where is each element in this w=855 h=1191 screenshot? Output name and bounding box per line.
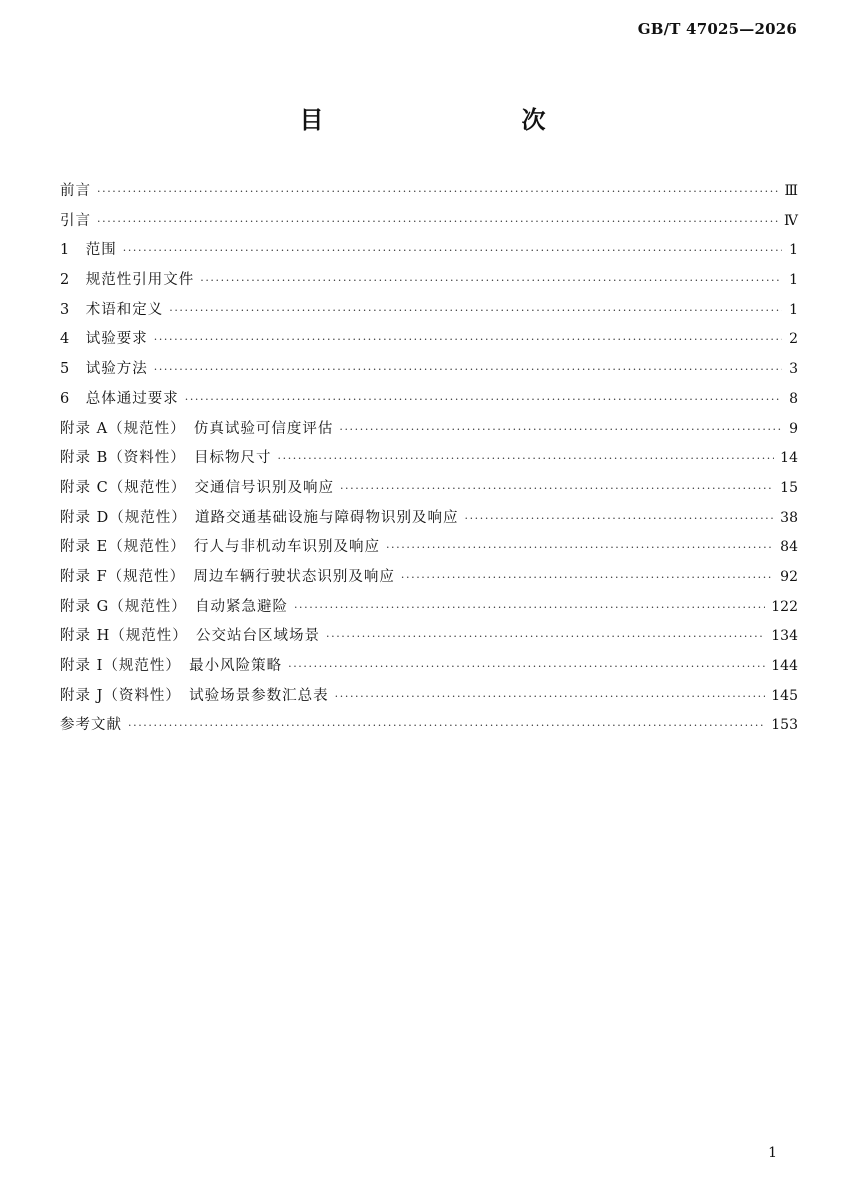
toc-leader-dots xyxy=(340,474,774,504)
toc-entry[interactable] xyxy=(60,504,798,534)
toc-entry-label: 附录 E（规范性） 行人与非机动车识别及响应 xyxy=(60,539,380,556)
toc-leader-dots xyxy=(278,444,775,474)
toc-entry[interactable] xyxy=(60,385,798,415)
toc-entry-page: 9 xyxy=(789,420,798,437)
toc-entry-label: 6 总体通过要求 xyxy=(60,390,179,407)
toc-entry[interactable] xyxy=(60,207,798,237)
toc-entry-page: 1 xyxy=(789,272,798,289)
toc-entry-label: 附录 A（规范性） 仿真试验可信度评估 xyxy=(60,420,334,437)
toc-leader-dots xyxy=(326,622,765,652)
toc-entry[interactable] xyxy=(60,177,798,207)
toc-entry[interactable] xyxy=(60,533,798,563)
toc-entry-page: 2 xyxy=(789,331,798,348)
toc-entry-page: 8 xyxy=(789,390,798,407)
standard-code: GB/T 47025—2026 xyxy=(637,20,797,38)
toc-entry[interactable] xyxy=(60,474,798,504)
toc-leader-dots xyxy=(128,711,765,741)
toc-entry-label: 附录 J（资料性） 试验场景参数汇总表 xyxy=(60,687,329,704)
toc-leader-dots xyxy=(335,682,766,712)
toc-leader-dots xyxy=(185,385,782,415)
toc-entry-label: 2 规范性引用文件 xyxy=(60,272,195,289)
toc-entry[interactable] xyxy=(60,325,798,355)
toc-leader-dots xyxy=(294,593,765,623)
toc-entry-page: 122 xyxy=(771,598,798,615)
toc-entry-label: 5 试验方法 xyxy=(60,361,148,378)
toc-leader-dots xyxy=(154,355,782,385)
toc-entry[interactable] xyxy=(60,415,798,445)
page-title: 目 次 xyxy=(299,105,596,134)
toc-entry[interactable] xyxy=(60,296,798,326)
toc-leader-dots xyxy=(169,296,782,326)
toc-entry[interactable] xyxy=(60,563,798,593)
toc-entry-page: 84 xyxy=(780,539,798,556)
toc-entry-page: 1 xyxy=(789,242,798,259)
toc-leader-dots xyxy=(154,325,782,355)
toc-entry-label: 附录 B（资料性） 目标物尺寸 xyxy=(60,450,272,467)
toc-entry[interactable] xyxy=(60,266,798,296)
toc-entry[interactable] xyxy=(60,622,798,652)
toc-leader-dots xyxy=(339,415,782,445)
toc-entry-label: 附录 C（规范性） 交通信号识别及响应 xyxy=(60,479,334,496)
toc-leader-dots xyxy=(288,652,765,682)
table-of-contents xyxy=(60,177,798,741)
toc-entry-label: 参考文献 xyxy=(60,717,122,734)
toc-entry[interactable] xyxy=(60,682,798,712)
toc-entry-page: 144 xyxy=(771,658,798,674)
toc-leader-dots xyxy=(97,207,778,237)
toc-entry-label: 引言 xyxy=(60,212,91,229)
toc-entry-label: 附录 G（规范性） 自动紧急避险 xyxy=(60,598,288,615)
toc-leader-dots xyxy=(464,504,774,534)
toc-entry-label: 附录 D（规范性） 道路交通基础设施与障碍物识别及响应 xyxy=(60,509,459,526)
toc-entry-page: 92 xyxy=(780,568,798,585)
toc-entry-page: 153 xyxy=(771,717,798,734)
toc-entry-label: 前言 xyxy=(60,183,91,199)
toc-entry-label: 附录 I（规范性） 最小风险策略 xyxy=(60,658,283,674)
toc-entry-page: 15 xyxy=(780,479,798,496)
toc-entry[interactable] xyxy=(60,711,798,741)
toc-entry-page: 1 xyxy=(789,301,798,318)
toc-leader-dots xyxy=(97,177,778,207)
toc-leader-dots xyxy=(386,533,774,563)
toc-leader-dots xyxy=(401,563,774,593)
toc-entry-page: 38 xyxy=(780,509,798,526)
page-number: 1 xyxy=(768,1145,777,1161)
toc-leader-dots xyxy=(123,236,782,266)
toc-entry-label: 附录 H（规范性） 公交站台区域场景 xyxy=(60,628,321,645)
toc-entry-label: 1 范围 xyxy=(60,242,117,259)
toc-entry[interactable] xyxy=(60,355,798,385)
toc-entry-page: Ⅲ xyxy=(784,183,798,199)
toc-entry-page: 3 xyxy=(789,361,798,378)
toc-entry-label: 附录 F（规范性） 周边车辆行驶状态识别及响应 xyxy=(60,568,395,585)
toc-entry-page: 134 xyxy=(771,628,798,645)
toc-entry[interactable] xyxy=(60,593,798,623)
toc-entry[interactable] xyxy=(60,444,798,474)
toc-leader-dots xyxy=(200,266,782,296)
toc-entry-label: 3 术语和定义 xyxy=(60,301,164,318)
toc-entry-page: Ⅳ xyxy=(784,212,798,229)
toc-entry[interactable] xyxy=(60,652,798,682)
toc-entry-page: 145 xyxy=(771,687,798,704)
toc-entry[interactable] xyxy=(60,236,798,266)
toc-entry-page: 14 xyxy=(780,450,798,467)
toc-entry-label: 4 试验要求 xyxy=(60,331,148,348)
